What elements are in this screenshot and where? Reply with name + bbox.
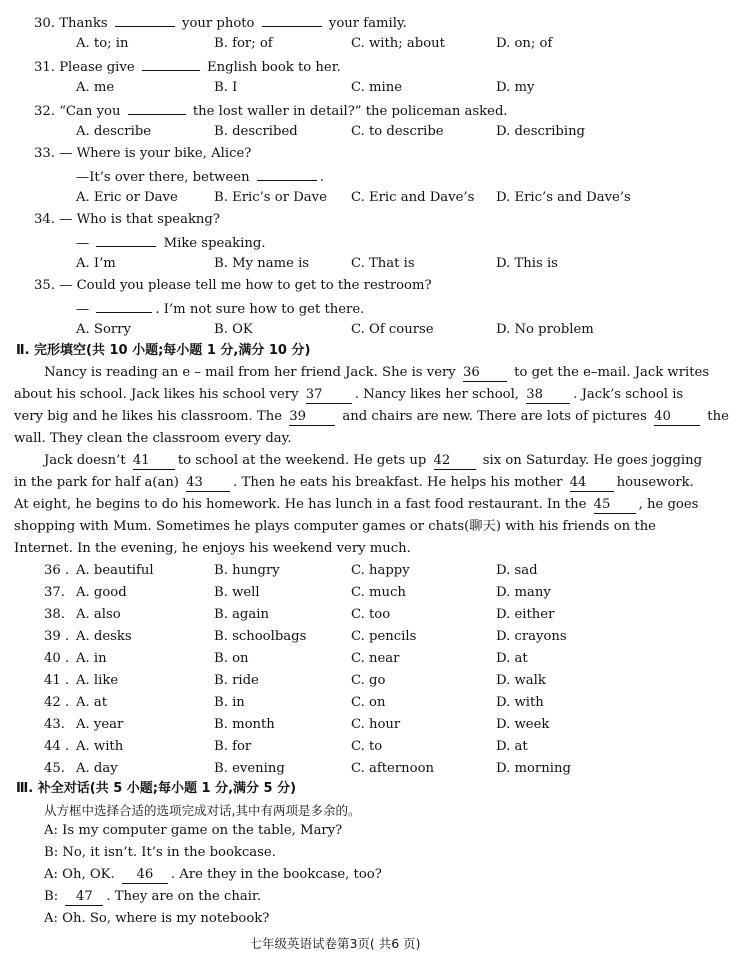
option-a[interactable]: A. to; in <box>76 36 129 51</box>
option-a[interactable]: A. describe <box>76 124 152 139</box>
cloze-option-row <box>0 649 670 669</box>
option-c[interactable]: C. hour <box>351 717 401 732</box>
cloze-blank-40[interactable]: 40 <box>654 409 700 426</box>
option-d[interactable]: D. week <box>496 717 550 732</box>
question-number: 33. <box>34 146 55 161</box>
question-text: Please give <box>59 60 135 75</box>
option-d[interactable]: D. either <box>496 607 555 622</box>
passage-line: very big and he likes his classroom. The 39 and chairs are new. There are lots of pictures 40 the <box>14 409 729 424</box>
option-d[interactable]: D. describing <box>496 124 586 139</box>
cloze-option-row <box>0 583 670 603</box>
question-number: 30. <box>34 16 55 31</box>
option-c[interactable]: C. near <box>351 651 400 666</box>
section-3-instruction: 从方框中选择合适的选项完成对话,其中有两项是多余的。 <box>44 803 361 818</box>
question-number: 38. <box>44 607 65 622</box>
option-d[interactable]: D. crayons <box>496 629 567 644</box>
question-text: . I’m not sure how to get there. <box>155 302 365 317</box>
question-text: — Could you please tell me how to get to the restroom? <box>59 278 432 293</box>
answer-blank[interactable] <box>96 232 156 247</box>
passage-line: Jack doesn’t 41 to school at the weekend. He gets up 42 six on Saturday. He goes jogging <box>44 453 703 468</box>
question-number: 39 . <box>44 629 70 644</box>
option-b[interactable]: B. hungry <box>214 563 280 578</box>
question-text: —It’s over there, between <box>76 170 250 185</box>
question-number: 42 . <box>44 695 70 710</box>
option-c[interactable]: C. much <box>351 585 406 600</box>
answer-blank[interactable] <box>128 100 186 115</box>
question-30 <box>0 12 670 32</box>
question-text: — <box>76 236 90 251</box>
passage-line: in the park for half a(an) 43 . Then he eats his breakfast. He helps his mother 44 housework. <box>14 475 694 490</box>
cloze-blank-42[interactable]: 42 <box>434 453 476 470</box>
option-c[interactable]: C. happy <box>351 563 410 578</box>
question-number: 36 . <box>44 563 70 578</box>
option-a[interactable]: A. beautiful <box>76 563 154 578</box>
cloze-blank-44[interactable]: 44 <box>570 475 614 492</box>
question-number: 37. <box>44 585 65 600</box>
question-number: 44 . <box>44 739 70 754</box>
option-b[interactable]: B. month <box>214 717 275 732</box>
cloze-option-row <box>0 737 670 757</box>
option-a[interactable]: A. year <box>76 717 124 732</box>
option-c[interactable]: C. Of course <box>351 322 434 337</box>
option-d[interactable]: D. walk <box>496 673 546 688</box>
option-b[interactable]: B. in <box>214 695 245 710</box>
answer-blank[interactable] <box>115 12 175 27</box>
question-text: your photo <box>182 16 255 31</box>
option-c[interactable]: C. to describe <box>351 124 444 139</box>
options-30 <box>0 34 670 54</box>
dialogue-line: A: Is my computer game on the table, Mary? <box>44 823 343 838</box>
passage-line: Nancy is reading an e – mail from her friend Jack. She is very 36 to get the e–mail. Jack writes <box>44 365 710 380</box>
option-c[interactable]: C. on <box>351 695 386 710</box>
option-d[interactable]: D. Eric’s and Dave’s <box>496 190 631 205</box>
option-c[interactable]: C. afternoon <box>351 761 435 776</box>
passage-line: wall. They clean the classroom every day. <box>14 431 292 446</box>
option-b[interactable]: B. on <box>214 651 249 666</box>
question-text: “Can you <box>59 104 121 119</box>
option-d[interactable]: D. sad <box>496 563 538 578</box>
dialogue-line: B: No, it isn’t. It’s in the bookcase. <box>44 845 276 860</box>
option-a[interactable]: A. I’m <box>76 256 116 271</box>
option-d[interactable]: D. many <box>496 585 551 600</box>
question-text: your family. <box>328 16 407 31</box>
passage-line: Internet. In the evening, he enjoys his weekend very much. <box>14 541 411 556</box>
option-d[interactable]: D. on; of <box>496 36 553 51</box>
option-d[interactable]: D. my <box>496 80 535 95</box>
question-35-line2 <box>0 298 670 318</box>
option-a[interactable]: A. good <box>76 585 127 600</box>
option-c[interactable]: C. go <box>351 673 386 688</box>
option-a[interactable]: A. also <box>76 607 121 622</box>
option-b[interactable]: B. for; of <box>214 36 273 51</box>
dialogue-line: A: Oh. So, where is my notebook? <box>44 911 270 926</box>
section-3-title: Ⅲ. 补全对话(共 5 小题;每小题 1 分,满分 5 分) <box>16 781 297 796</box>
question-text: the lost waller in detail?” the policeman asked. <box>192 104 508 119</box>
page-footer: 七年级英语试卷第3页( 共6 页) <box>249 936 421 951</box>
option-b[interactable]: B. ride <box>214 673 259 688</box>
passage-line: At eight, he begins to do his homework. He has lunch in a fast food restaurant. In the 45 , he goes <box>14 497 699 512</box>
question-35 <box>0 276 670 296</box>
option-d[interactable]: D. This is <box>496 256 558 271</box>
option-a[interactable]: A. Eric or Dave <box>76 190 178 205</box>
option-b[interactable]: B. My name is <box>214 256 310 271</box>
option-b[interactable]: B. evening <box>214 761 285 776</box>
question-text: Thanks <box>59 16 108 31</box>
option-d[interactable]: D. at <box>496 739 528 754</box>
option-b[interactable]: B. Eric’s or Dave <box>214 190 327 205</box>
option-a[interactable]: A. in <box>76 651 107 666</box>
option-c[interactable]: C. pencils <box>351 629 417 644</box>
cloze-blank-39[interactable]: 39 <box>289 409 335 426</box>
cloze-blank-37[interactable]: 37 <box>306 387 352 404</box>
question-text: — <box>76 302 90 317</box>
section-2-title: Ⅱ. 完形填空(共 10 小题;每小题 1 分,满分 10 分) <box>16 343 311 358</box>
cloze-option-row <box>0 715 670 735</box>
option-c[interactable]: C. with; about <box>351 36 445 51</box>
cloze-option-row <box>0 627 670 647</box>
question-number: 40 . <box>44 651 70 666</box>
dialogue-line: A: Oh, OK. 46 . Are they in the bookcase, too? <box>44 867 382 882</box>
passage-line: shopping with Mum. Sometimes he plays computer games or chats(聊天) with his friends on the <box>14 519 656 534</box>
question-text: . <box>319 170 324 185</box>
option-d[interactable]: D. at <box>496 651 528 666</box>
option-a[interactable]: A. at <box>76 695 108 710</box>
cloze-option-row <box>0 671 670 691</box>
question-34 <box>0 210 670 230</box>
question-number: 31. <box>34 60 55 75</box>
option-a[interactable]: A. day <box>76 761 118 776</box>
question-number: 43. <box>44 717 65 732</box>
cloze-blank-41[interactable]: 41 <box>133 453 175 470</box>
passage-line: about his school. Jack likes his school very 37 . Nancy likes her school, 38 . Jack’s school is <box>14 387 684 402</box>
option-b[interactable]: B. for <box>214 739 252 754</box>
option-d[interactable]: D. No problem <box>496 322 594 337</box>
option-a[interactable]: A. desks <box>76 629 132 644</box>
option-a[interactable]: A. with <box>76 739 124 754</box>
option-c[interactable]: C. That is <box>351 256 415 271</box>
option-a[interactable]: A. like <box>76 673 119 688</box>
question-34-line2 <box>0 232 670 252</box>
option-b[interactable]: B. described <box>214 124 298 139</box>
options-31 <box>0 78 670 98</box>
question-text: English book to her. <box>207 60 341 75</box>
options-34 <box>0 254 670 274</box>
question-text: — Who is that speakng? <box>59 212 220 227</box>
option-c[interactable]: C. Eric and Dave’s <box>351 190 475 205</box>
option-b[interactable]: B. well <box>214 585 260 600</box>
options-33 <box>0 188 670 208</box>
question-33-line2 <box>0 166 670 186</box>
dialogue-blank-47[interactable]: 47 <box>65 889 103 906</box>
dialogue-blank-46[interactable]: 46 <box>122 867 168 884</box>
answer-blank[interactable] <box>257 166 317 181</box>
cloze-blank-45[interactable]: 45 <box>594 497 636 514</box>
options-32 <box>0 122 670 142</box>
option-b[interactable]: B. I <box>214 80 238 95</box>
dialogue-line: B: 47 . They are on the chair. <box>44 889 262 904</box>
option-b[interactable]: B. OK <box>214 322 253 337</box>
option-d[interactable]: D. morning <box>496 761 571 776</box>
option-c[interactable]: C. too <box>351 607 391 622</box>
options-35 <box>0 320 670 340</box>
cloze-option-row <box>0 561 670 581</box>
question-33 <box>0 144 670 164</box>
option-b[interactable]: B. again <box>214 607 269 622</box>
question-number: 35. <box>34 278 55 293</box>
cloze-blank-38[interactable]: 38 <box>526 387 570 404</box>
answer-blank[interactable] <box>262 12 322 27</box>
cloze-option-row <box>0 693 670 713</box>
question-number: 34. <box>34 212 55 227</box>
question-text: — Where is your bike, Alice? <box>59 146 252 161</box>
question-number: 41 . <box>44 673 70 688</box>
option-a[interactable]: A. Sorry <box>76 322 131 337</box>
question-32 <box>0 100 670 120</box>
option-a[interactable]: A. me <box>76 80 115 95</box>
cloze-option-row <box>0 759 670 779</box>
cloze-blank-43[interactable]: 43 <box>186 475 230 492</box>
option-d[interactable]: D. with <box>496 695 544 710</box>
answer-blank[interactable] <box>142 56 200 71</box>
question-text: Mike speaking. <box>163 236 266 251</box>
question-number: 45. <box>44 761 65 776</box>
cloze-blank-36[interactable]: 36 <box>463 365 507 382</box>
option-c[interactable]: C. mine <box>351 80 403 95</box>
cloze-option-row <box>0 605 670 625</box>
question-number: 32. <box>34 104 55 119</box>
option-b[interactable]: B. schoolbags <box>214 629 307 644</box>
option-c[interactable]: C. to <box>351 739 383 754</box>
question-31 <box>0 56 670 76</box>
answer-blank[interactable] <box>96 298 152 313</box>
